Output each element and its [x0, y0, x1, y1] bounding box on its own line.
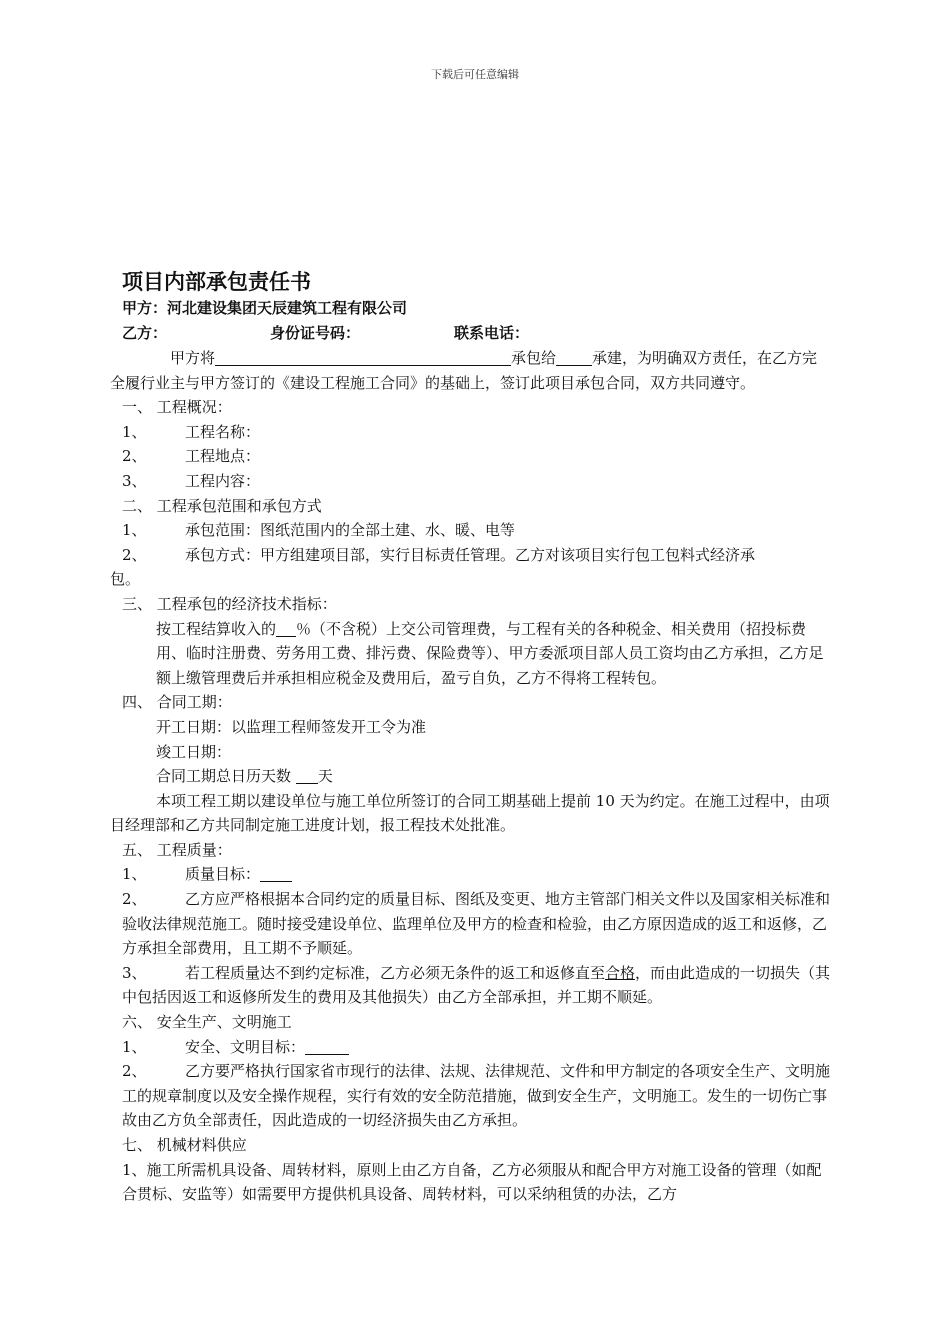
list-item — [110, 543, 832, 568]
list-item — [110, 862, 832, 887]
safety-blank — [305, 1038, 349, 1055]
item-continuation: 包。 — [110, 570, 141, 589]
party-b-line — [122, 321, 832, 346]
quality-blank — [260, 865, 292, 882]
section-3-paragraph — [110, 617, 832, 691]
section-5-heading: 五、 工程质量： — [122, 840, 232, 859]
item-label: 质量目标： — [185, 865, 261, 884]
intro-text: 甲方将 — [170, 349, 216, 367]
list-item — [110, 1059, 832, 1133]
contractor-blank — [556, 349, 592, 366]
para-text: 天 — [317, 767, 333, 786]
item-text: 承包方式：甲方组建项目部，实行目标责任管理。乙方对该项目实行包工包料式经济承 — [185, 545, 756, 564]
underlined-word: 合格 — [605, 963, 636, 982]
section-4-heading: 四、 合同工期： — [122, 693, 232, 712]
item-number: 1、 — [122, 422, 147, 441]
item-number: 2、 — [122, 545, 147, 564]
intro-text: 承包给 — [511, 349, 557, 367]
item-text — [185, 1035, 349, 1060]
intro-text: 承建，为明确双方责任，在乙方完全履行业主与甲方签订的《建设工程施工合同》的基础上，签订此项目承包合同，双方共同遵守。 — [110, 349, 818, 392]
header-note: 下载后可任意编辑 — [431, 68, 519, 81]
item-text: 工程地点： — [185, 447, 261, 466]
item-number: 2、 — [122, 447, 147, 466]
item-number: 1、 — [122, 865, 147, 884]
para-text: 合同工期总日历天数 — [156, 767, 292, 786]
section-7-heading: 七、 机械材料供应 — [122, 1136, 247, 1154]
list-item — [110, 420, 832, 445]
list-item — [110, 1035, 832, 1060]
item-text: 承包范围：图纸范围内的全部土建、水、暖、电等 — [185, 521, 516, 540]
item-number: 2、 — [122, 890, 147, 909]
schedule-note: 本项工程工期以建设单位与施工单位所签订的合同工期基础上提前 10 天为约定。在施工过程中，由项目经理部和乙方共同制定施工进度计划，报工程技术处批准。 — [110, 791, 830, 835]
item-number: 3、 — [122, 471, 147, 490]
intro-paragraph — [110, 346, 832, 395]
item-text: 乙方要严格执行国家省市现行的法律、法规、法律规范、文件和甲方制定的各项安全生产、文明施工的规章制度以及安全操作规程，实行有效的安全防范措施，做到安全生产，文明施工。发生的一切伤亡事故由乙方负全部责任，因此造成的一切经济损失由乙方承担。 — [122, 1062, 831, 1130]
list-item — [110, 961, 832, 1010]
item-number: 1、 — [122, 521, 147, 540]
start-date: 开工日期：以监理工程师签发开工令为准 — [156, 717, 427, 736]
item-text: 工程名称： — [185, 422, 261, 441]
item-label: 安全、文明目标： — [185, 1037, 306, 1056]
id-number-label: 身份证号码： — [270, 324, 361, 342]
item-number: 1、 — [122, 1037, 147, 1056]
phone-label: 联系电话： — [454, 324, 530, 342]
document-title: 项目内部承包责任书 — [122, 269, 311, 294]
end-date: 竣工日期： — [156, 742, 232, 761]
list-item — [110, 887, 832, 961]
item-text: 工程内容： — [185, 471, 261, 490]
section-7-paragraph: 1、施工所需机具设备、周转材料，原则上由乙方自备，乙方必须服从和配合甲方对施工设备的管理（如配合贯标、安监等）如需要甲方提供机具设备、周转材料，可以采纳租赁的办法，乙方 — [122, 1160, 822, 1204]
item-text: 若工程质量达不到约定标准，乙方必须无条件的返工和返修直至 — [185, 963, 606, 982]
item-number: 3、 — [122, 963, 147, 982]
project-blank — [215, 349, 511, 366]
item-text: ，而由此造成的一切损失（其中包括因返工和返修所发生的费用及其他损失）由乙方全部承担，并工期不顺延。 — [122, 963, 831, 1007]
section-1-heading: 一、 工程概况： — [122, 398, 232, 417]
list-item — [110, 444, 832, 469]
list-item — [110, 518, 832, 543]
para-text: 按工程结算收入的 — [156, 619, 277, 638]
section-2-heading: 二、 工程承包范围和承包方式 — [122, 496, 322, 515]
section-6-heading: 六、 安全生产、文明施工 — [122, 1013, 292, 1032]
section-3-heading: 三、 工程承包的经济技术指标： — [122, 594, 337, 613]
item-text — [185, 862, 292, 887]
list-item — [110, 469, 832, 494]
total-days — [110, 764, 832, 789]
item-number: 2、 — [122, 1062, 147, 1081]
party-b-label: 乙方： — [122, 324, 168, 342]
document-body — [110, 268, 832, 1207]
party-a-line: 甲方：河北建设集团天辰建筑工程有限公司 — [122, 299, 408, 317]
days-blank — [296, 767, 318, 784]
para-text: ％（不含税）上交公司管理费，与工程有关的各种税金、相关费用（招投标费用、临时注册费、劳务用工费、排污费、保险费等）、甲方委派项目部人员工资均由乙方承担，乙方足额上缴管理费后并承担相应税金及费用后，盈亏自负，乙方不得将工程转包。 — [156, 619, 824, 687]
percent-blank — [276, 620, 296, 637]
item-text: 乙方应严格根据本合同约定的质量目标、图纸及变更、地方主管部门相关文件以及国家相关标准和验收法律规范施工。随时接受建设单位、监理单位及甲方的检查和检验，由乙方原因造成的返工和返修，乙方承担全部费用，且工期不予顺延。 — [122, 890, 831, 958]
